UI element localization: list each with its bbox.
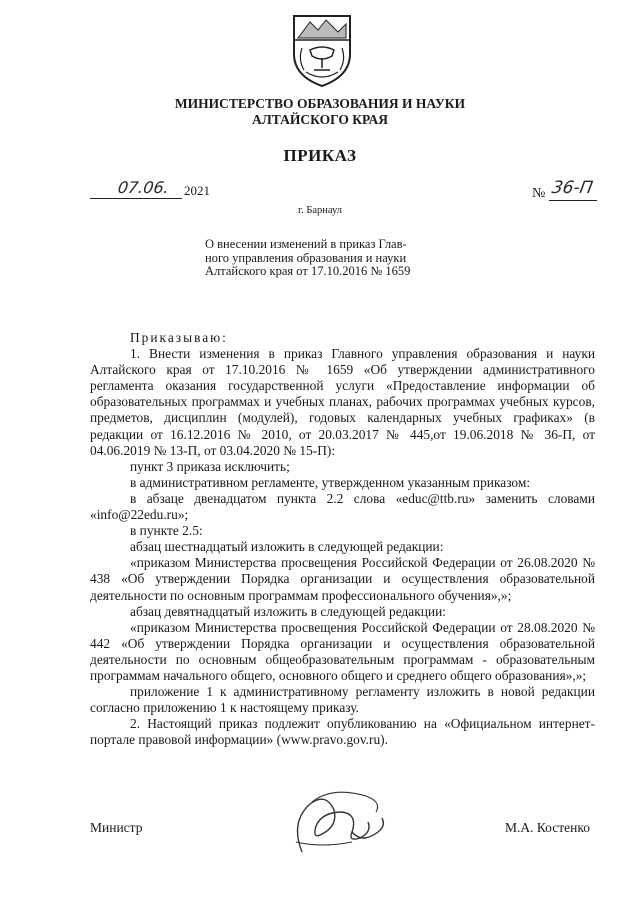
subject-line-1: О внесении изменений в приказ Глав- <box>205 237 407 251</box>
order-number <box>532 180 602 202</box>
body-paragraph: приложение 1 к административному регламенту изложить в новой редакции согласно приложению 1 к настоящему приказу. <box>90 684 595 716</box>
body-paragraph: «приказом Министерства просвещения Российской Федерации от 26.08.2020 № 438 «Об утверждении Порядка организации и осуществления образовательной деятельности по основным программам профессионального обучения»,»; <box>90 555 595 603</box>
body-paragraph: 1. Внести изменения в приказ Главного управления образования и науки Алтайского края от 17.10.2016 № 1659 «Об утверждении административного регламента оказания государственной услуги «Предоставление информации об образовательных программах и учебных планах, рабочих программах учебных курсов, предметов, дисциплин (модулей), годовых календарных учебных графиках» (в редакции от 16.12.2016 № 2010, от 20.03.2017 № 445,от 19.06.2018 № 36-П, от 04.06.2019 № 13-П, от 03.04.2020 № 15-П): <box>90 346 595 458</box>
body-paragraph: в абзаце двенадцатом пункта 2.2 слова «educ@ttb.ru» заменить словами «info@22edu.ru»; <box>90 490 595 523</box>
order-body <box>90 330 595 748</box>
ministry-line-2: АЛТАЙСКОГО КРАЯ <box>251 112 389 127</box>
handwritten-number: 36-П <box>550 178 595 198</box>
subject-line-3: Алтайского края от 17.10.2016 № 1659 <box>205 264 411 278</box>
signature-block <box>90 820 590 840</box>
order-date <box>90 178 220 200</box>
city-label: г. Барнаул <box>297 205 343 216</box>
ministry-heading <box>150 96 490 128</box>
body-paragraph: 2. Настоящий приказ подлежит опубликованию на «Официальном интернет-портале правовой информации» (www.pravo.gov.ru). <box>90 716 595 748</box>
number-underline <box>549 200 597 201</box>
body-paragraph: Приказываю: <box>130 330 228 345</box>
body-paragraph: в пункте 2.5: <box>130 523 203 539</box>
body-paragraph: абзац девятнадцатый изложить в следующей редакции: <box>130 603 446 619</box>
handwritten-date: 07.06. <box>116 178 171 197</box>
body-paragraph: абзац шестнадцатый изложить в следующей редакции: <box>130 539 444 555</box>
ministry-line-1: МИНИСТЕРСТВО ОБРАЗОВАНИЯ И НАУКИ <box>174 96 466 111</box>
order-year: 2021 <box>184 183 210 198</box>
body-paragraph: пункт 3 приказа исключить; <box>130 458 290 474</box>
signatory-name: М.А. Костенко <box>504 820 590 835</box>
order-title: ПРИКАЗ <box>283 146 357 165</box>
order-subject <box>205 238 455 279</box>
body-paragraph: в административном регламенте, утвержденном указанным приказом: <box>130 474 531 490</box>
body-paragraph: «приказом Министерства просвещения Российской Федерации от 28.08.2020 № 442 «Об утверждении Порядка организации и осуществления образовательной деятельности по основным общеобразовательным программам - образовательным программам начального общего, основного общего и среднего общего образования»,»; <box>90 619 595 683</box>
subject-line-2: ного управления образования и науки <box>205 250 407 265</box>
date-underline <box>90 198 182 199</box>
coat-of-arms-icon <box>288 10 356 90</box>
signatory-position: Министр <box>90 820 143 835</box>
number-sign: № <box>532 186 546 201</box>
